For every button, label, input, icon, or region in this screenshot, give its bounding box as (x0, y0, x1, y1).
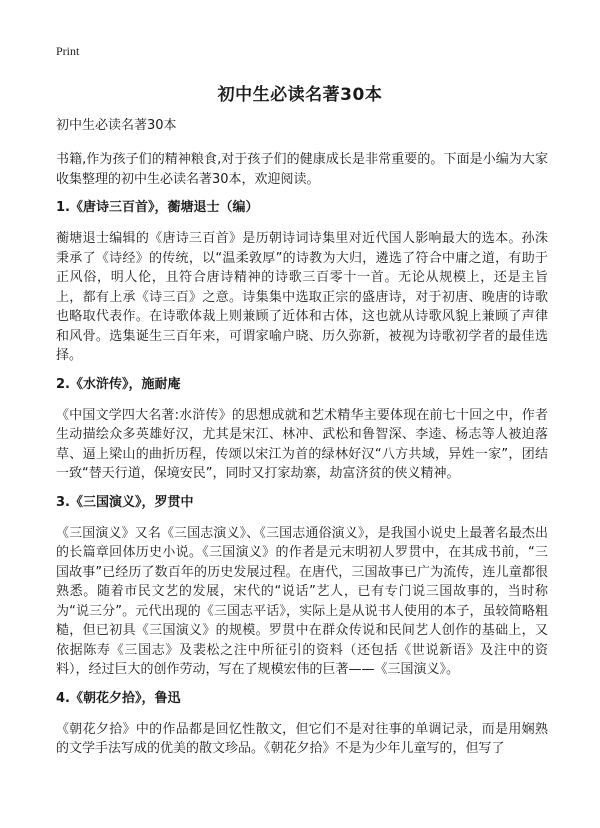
section-heading: 2.《水浒传》，施耐庵 (56, 376, 181, 392)
section-1 (56, 199, 548, 366)
section-4 (56, 690, 548, 759)
section-paragraph: 《朝花夕拾》中的作品都是回忆性散文，但它们不是对往事的单调记录，而是用娴熟的文学手法写成的优美的散文珍品。《朝花夕拾》不是为少年儿童写的，但写了 (56, 721, 548, 756)
section-heading: 3.《三国演义》，罗贯中 (56, 494, 194, 510)
section-heading: 4.《朝花夕拾》，鲁迅 (56, 690, 181, 706)
section-paragraph: 《三国演义》又名《三国志演义》、《三国志通俗演义》，是我国小说史上最著名最杰出的长篇章回体历史小说。《三国演义》的作者是元末明初人罗贯中，在其成书前，“三国故事”已经历了数百年的历史发展过程。在唐代，三国故事已广为流传，连儿童都很熟悉。随着市民文艺的发展，宋代的“说话”艺人，已有专门说三国故事的，当时称为“说三分”。元代出现的《三国志平话》，实际上是从说书人使用的本子，虽较简略粗糙，但已初具《三国演义》的规模。罗贯中在群众传说和民间艺人创作的基础上，又依据陈寿《三国志》及裴松之注中所征引的资料（还包括《世说新语》及注中的资料），经过巨大的创作劳动，写在了规模宏伟的巨著——《三国演义》。 (56, 525, 548, 677)
section-heading: 1.《唐诗三百首》，蘅塘退士（编） (56, 200, 259, 215)
intro-paragraph: 书籍,作为孩子们的精神粮食,对于孩子们的健康成长是非常重要的。下面是小编为大家收集整理的初中生必读名著30本，欢迎阅读。 (56, 152, 548, 187)
section-3 (56, 494, 548, 680)
section-2 (56, 376, 548, 484)
section-paragraph: 《中国文学四大名著:水浒传》的思想成就和艺术精华主要体现在前七十回之中，作者生动描绘众多英雄好汉，尤其是宋江、林冲、武松和鲁智深、李逵、杨志等人被迫落草、逼上梁山的曲折历程，传颂以宋江为首的绿林好汉“八方共域，异姓一家”，团结一致“替天行道，保境安民”，同时又打家劫寨，劫富济贫的侠义精神。 (56, 407, 548, 481)
print-link[interactable]: Print (56, 44, 80, 58)
article-body (56, 117, 548, 761)
section-paragraph: 蘅塘退士编辑的《唐诗三百首》是历朝诗词诗集里对近代国人影响最大的选本。孙洙秉承了《诗经》的传统，以“温柔敦厚”的诗教为大归，遴选了符合中庸之道，有助于正风俗，明人伦，且符合唐诗精神的诗歌三百零十一首。无论从规模上，还是主旨上，都有上承《诗三百》之意。诗集集中选取正宗的盛唐诗，对于初唐、晚唐的诗歌也略取代表作。在诗歌体裁上则兼顾了近体和古体，这也就从诗歌风貌上兼顾了声律和风骨。选集诞生三百年来，可谓家喻户晓、历久弥新，被视为诗歌初学者的最佳选择。 (56, 231, 548, 363)
page-title: 初中生必读名著30本 (217, 85, 383, 105)
article-subtitle: 初中生必读名著30本 (56, 118, 177, 133)
